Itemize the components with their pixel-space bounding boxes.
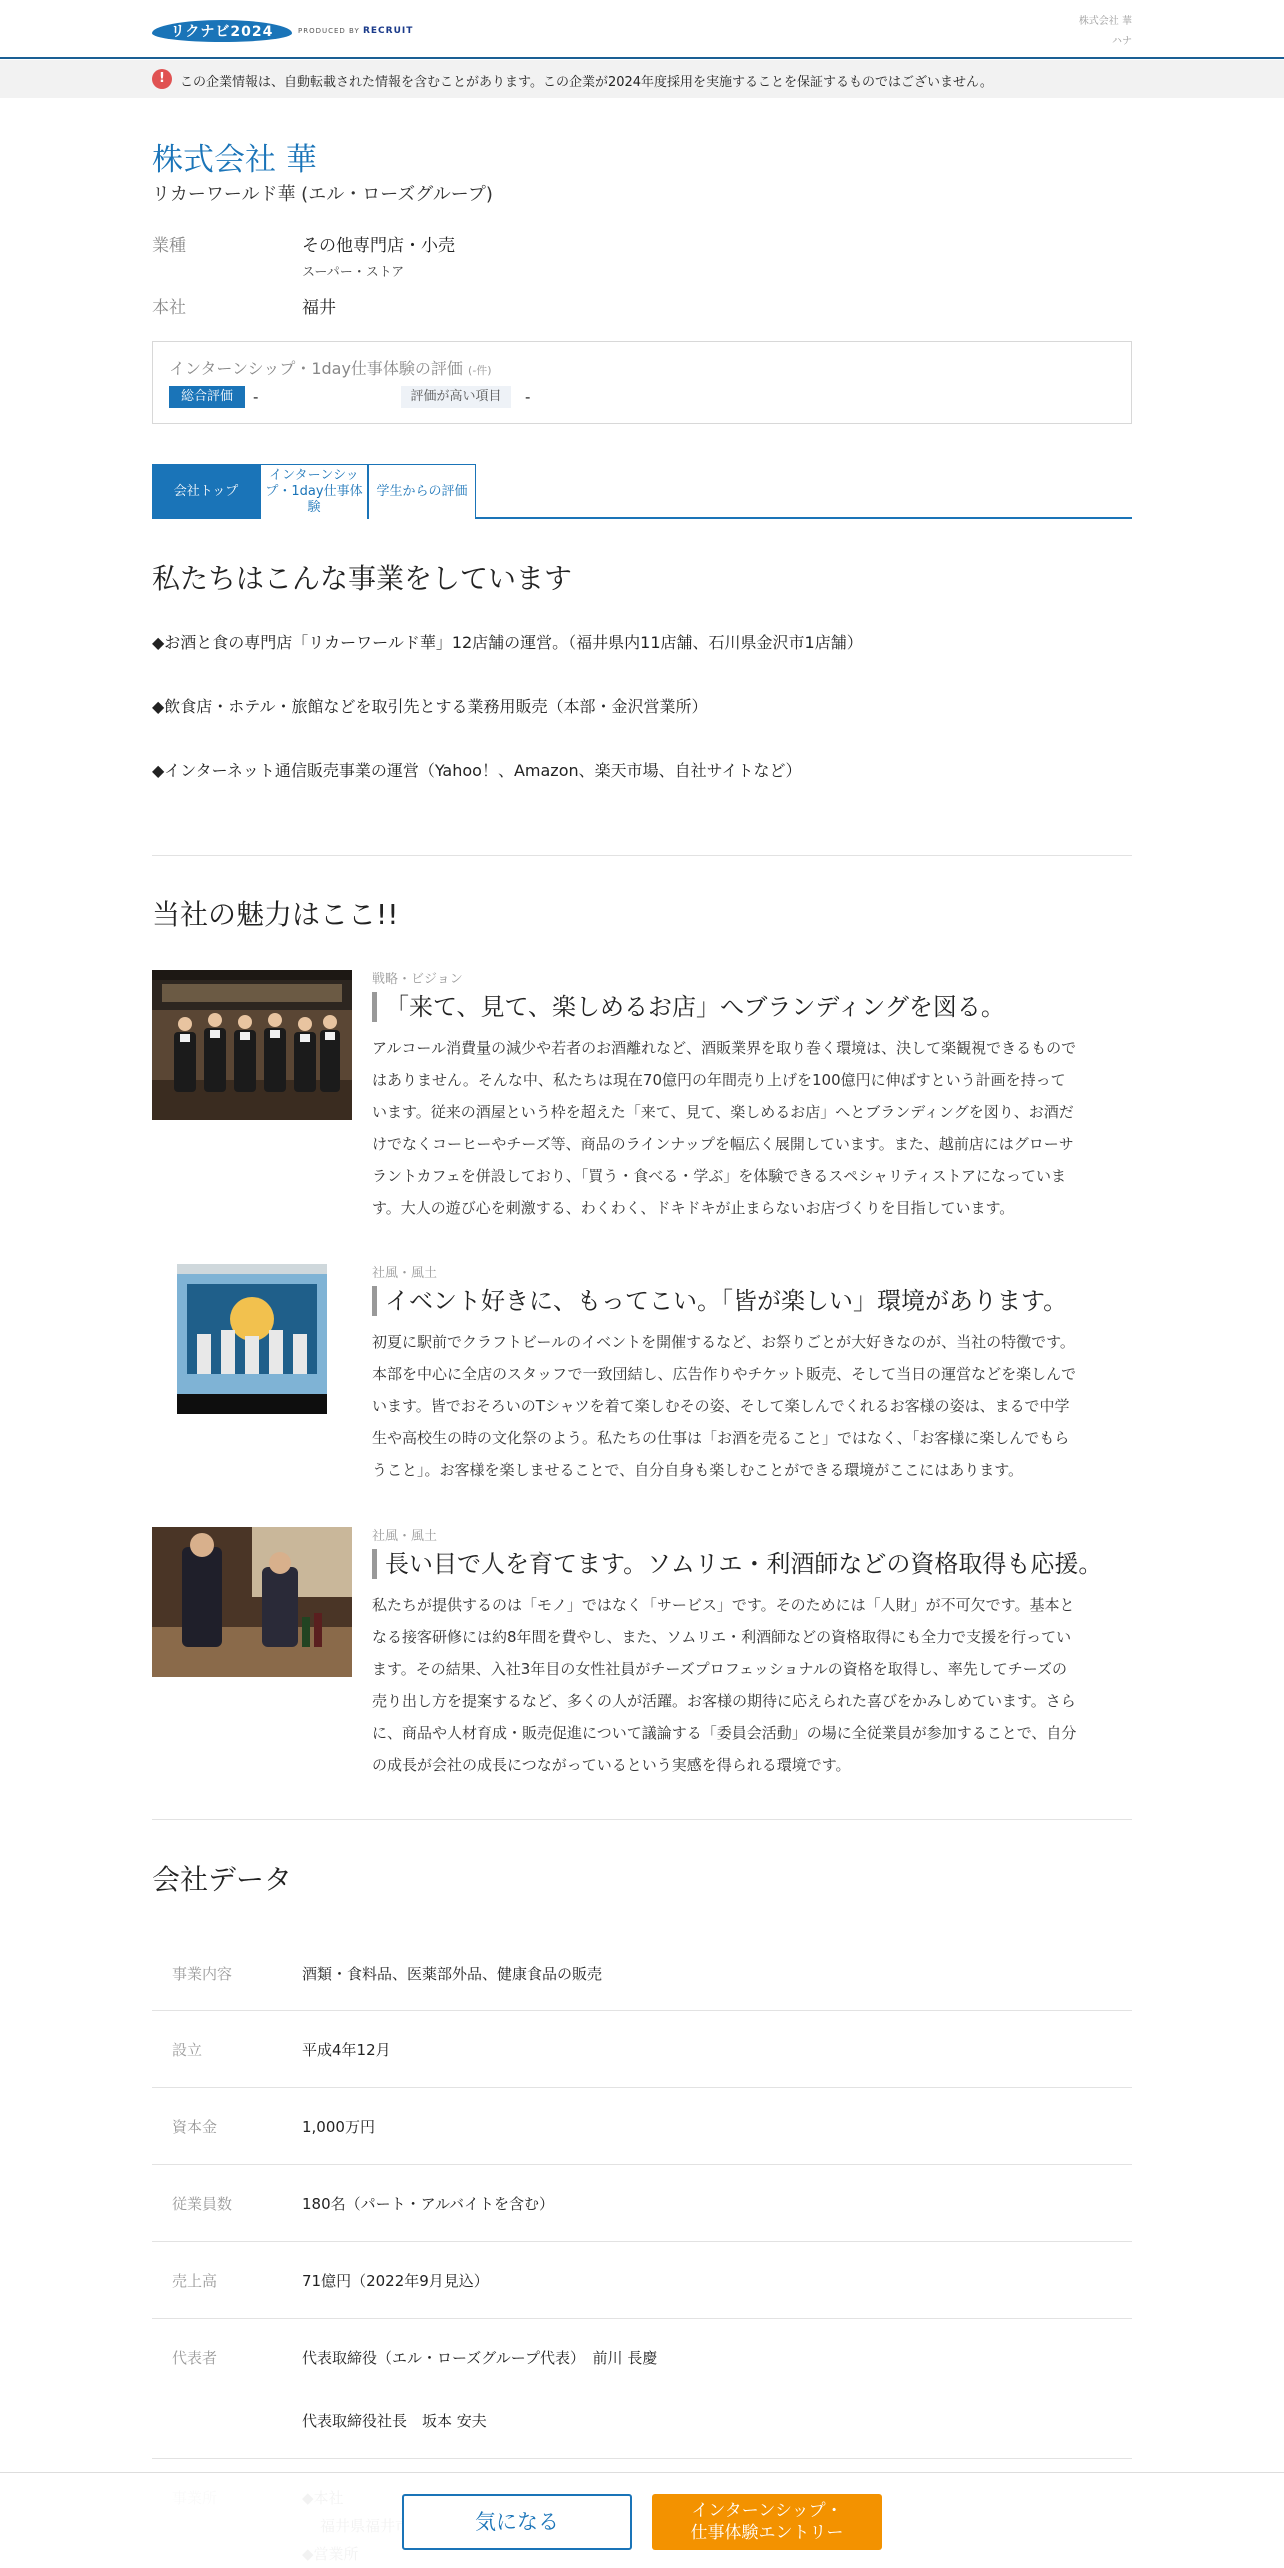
charm-title: 当社の魅力はここ!!: [152, 898, 399, 931]
data-label: 代表者: [172, 2349, 218, 2367]
store-staff-illustration: [152, 970, 352, 1120]
tab-student-reviews[interactable]: 学生からの評価: [368, 464, 476, 519]
internship-rating-box: [152, 341, 1132, 424]
tab-company-top[interactable]: 会社トップ: [152, 464, 260, 519]
data-label: 資本金: [172, 2118, 218, 2136]
rating-count: (-件): [468, 364, 492, 377]
hq-value: 福井: [302, 298, 336, 318]
store-staff-photo: [152, 970, 352, 1120]
data-row-business: [152, 1935, 1132, 2011]
data-label: 事業内容: [172, 1965, 233, 1983]
data-value: 180名（パート・アルバイトを含む）: [302, 2195, 554, 2213]
charm-heading: イベント好きに、もってこい。「皆が楽しい」環境があります。: [372, 1286, 1067, 1316]
tab-internship[interactable]: インターンシップ・1day仕事体験: [260, 464, 368, 519]
data-row-representative: [152, 2319, 1132, 2459]
charm-body: アルコール消費量の減少や若者のお酒離れなど、酒販業界を取り巻く環境は、決して楽観視できるもので はありません。そんな中、私たちは現在70億円の年間売り上げを100億円に伸ばすという計画を持って います。従来の酒屋という枠を超えた「来て、見て、楽しめるお店」へとブランディングを図り、お酒だ けでなくコーヒーやチーズ等、商品のラインナップを幅広く展開しています。また、越前店にはグローサ ラントカフェを併設しており、「買う・食べる・学ぶ」を体験できるスペシャリティストアになっていま す。大人の遊び心を刺激する、わくわく、ドキドキが止まらないお店づくりを目指しています。: [372, 1039, 1077, 1217]
charm-category: 社風・風土: [372, 1266, 438, 1281]
company-name: 株式会社 華: [152, 142, 317, 178]
company-tabs: [152, 464, 1132, 519]
notice-text: この企業情報は、自動転載された情報を含むことがあります。この企業が2024年度採用を実施することを保証するものではございません。: [180, 75, 993, 90]
hq-label: 本社: [152, 298, 186, 318]
internship-entry-button[interactable]: インターンシップ・ 仕事体験エントリー: [652, 2494, 882, 2550]
data-label: 従業員数: [172, 2195, 233, 2213]
favorite-button[interactable]: 気になる: [402, 2494, 632, 2550]
charm-body: 初夏に駅前でクラフトビールのイベントを開催するなど、お祭りごとが大好きなのが、当社の特徴です。 本部を中心に全店のスタッフで一致団結し、広告作りやチケット販売、そして当日の運営などを楽しんで います。皆でおそろいのTシャツを着て楽しむその姿、そして楽しんでくれるお客様の姿は、まるで中学 生や高校生の時の文化祭のよう。私たちの仕事は「お酒を売ること」ではなく、「お客様に楽しんでもら うこと」。お客様を楽しませることで、自分自身も楽しむことができる環境がここにはあります。: [372, 1333, 1077, 1479]
training-illustration: [152, 1527, 352, 1677]
overall-rating-badge: 総合評価: [169, 386, 245, 408]
data-value: 71億円（2022年9月見込）: [302, 2272, 489, 2290]
sticky-action-bar: [0, 2472, 1284, 2568]
high-rating-value: -: [525, 388, 531, 406]
data-label: 設立: [172, 2041, 203, 2059]
section-divider: [152, 1819, 1132, 1820]
data-value: 平成4年12月: [302, 2041, 391, 2059]
notice-bar: [0, 60, 1284, 98]
header-company: [1079, 12, 1132, 52]
data-value: 1,000万円: [302, 2118, 375, 2136]
high-rating-label: 評価が高い項目: [401, 386, 511, 408]
data-value: 代表取締役社長 坂本 安夫: [302, 2412, 487, 2430]
data-row-founded: [152, 2011, 1132, 2088]
training-photo: [152, 1527, 352, 1677]
event-photo: [177, 1264, 327, 1414]
charm-category: 社風・風土: [372, 1529, 438, 1544]
logo-produced-by: PRODUCED BY RECRUIT: [298, 26, 414, 36]
data-row-capital: [152, 2088, 1132, 2165]
data-value: 代表取締役（エル・ローズグループ代表） 前川 長慶: [302, 2349, 658, 2367]
overall-rating-value: -: [253, 388, 259, 406]
event-illustration: [177, 1264, 327, 1414]
business-line: ◆お酒と食の専門店「リカーワールド華」12店舗の運営。（福井県内11店舗、石川県金沢市1店舗）: [152, 633, 863, 652]
header-company-name: 株式会社 華: [1078, 16, 1132, 27]
rating-title: インターンシップ・1day仕事体験の評価 (-件): [169, 359, 492, 378]
charm-category: 戦略・ビジョン: [372, 972, 463, 987]
logo-mark: リクナビ2024: [152, 20, 292, 42]
charm-heading: 「来て、見て、楽しめるお店」へブランディングを図る。: [372, 992, 1005, 1022]
data-row-employees: [152, 2165, 1132, 2242]
industry-label: 業種: [152, 236, 186, 256]
recruit-logo: RECRUIT: [362, 26, 414, 36]
site-header: [0, 0, 1284, 59]
business-line: ◆飲食店・ホテル・旅館などを取引先とする業務用販売（本部・金沢営業所）: [152, 697, 708, 716]
business-line: ◆インターネット通信販売事業の運営（Yahoo！、Amazon、楽天市場、自社サイトなど）: [152, 761, 802, 780]
company-data-title: 会社データ: [152, 1863, 293, 1896]
data-value: 酒類・食料品、医薬部外品、健康食品の販売: [302, 1965, 603, 1983]
industry-sub: スーパー・ストア: [302, 265, 405, 280]
business-title: 私たちはこんな事業をしています: [152, 562, 573, 595]
rikunabi-logo[interactable]: [152, 18, 413, 44]
charm-heading: 長い目で人を育てます。ソムリエ・利酒師などの資格取得も応援。: [372, 1549, 1102, 1579]
charm-body: 私たちが提供するのは「モノ」ではなく「サービス」です。そのためには「人財」が不可欠です。基本と なる接客研修には約8年間を費やし、また、ソムリエ・利酒師などの資格取得にも全力で支援を行ってい ます。その結果、入社3年目の女性社員がチーズプロフェッショナルの資格を取得し、率先してチーズの 売り出し方を提案するなど、多くの人が活躍。お客様の期待に応えられた喜びをかみしめています。さら に、商品や人材育成・販売促進について議論する「委員会活動」の場に全従業員が参加することで、自分 の成長が会社の成長につながっているという実感を得られる環境です。: [372, 1596, 1077, 1774]
section-divider: [152, 855, 1132, 856]
data-row-sales: [152, 2242, 1132, 2319]
industry-value: その他専門店・小売: [302, 236, 455, 256]
company-subname: リカーワールド華 (エル・ローズグループ): [152, 184, 493, 205]
alert-icon: !: [152, 69, 172, 89]
header-company-kana: ハナ: [1112, 36, 1132, 47]
data-label: 売上高: [172, 2272, 218, 2290]
